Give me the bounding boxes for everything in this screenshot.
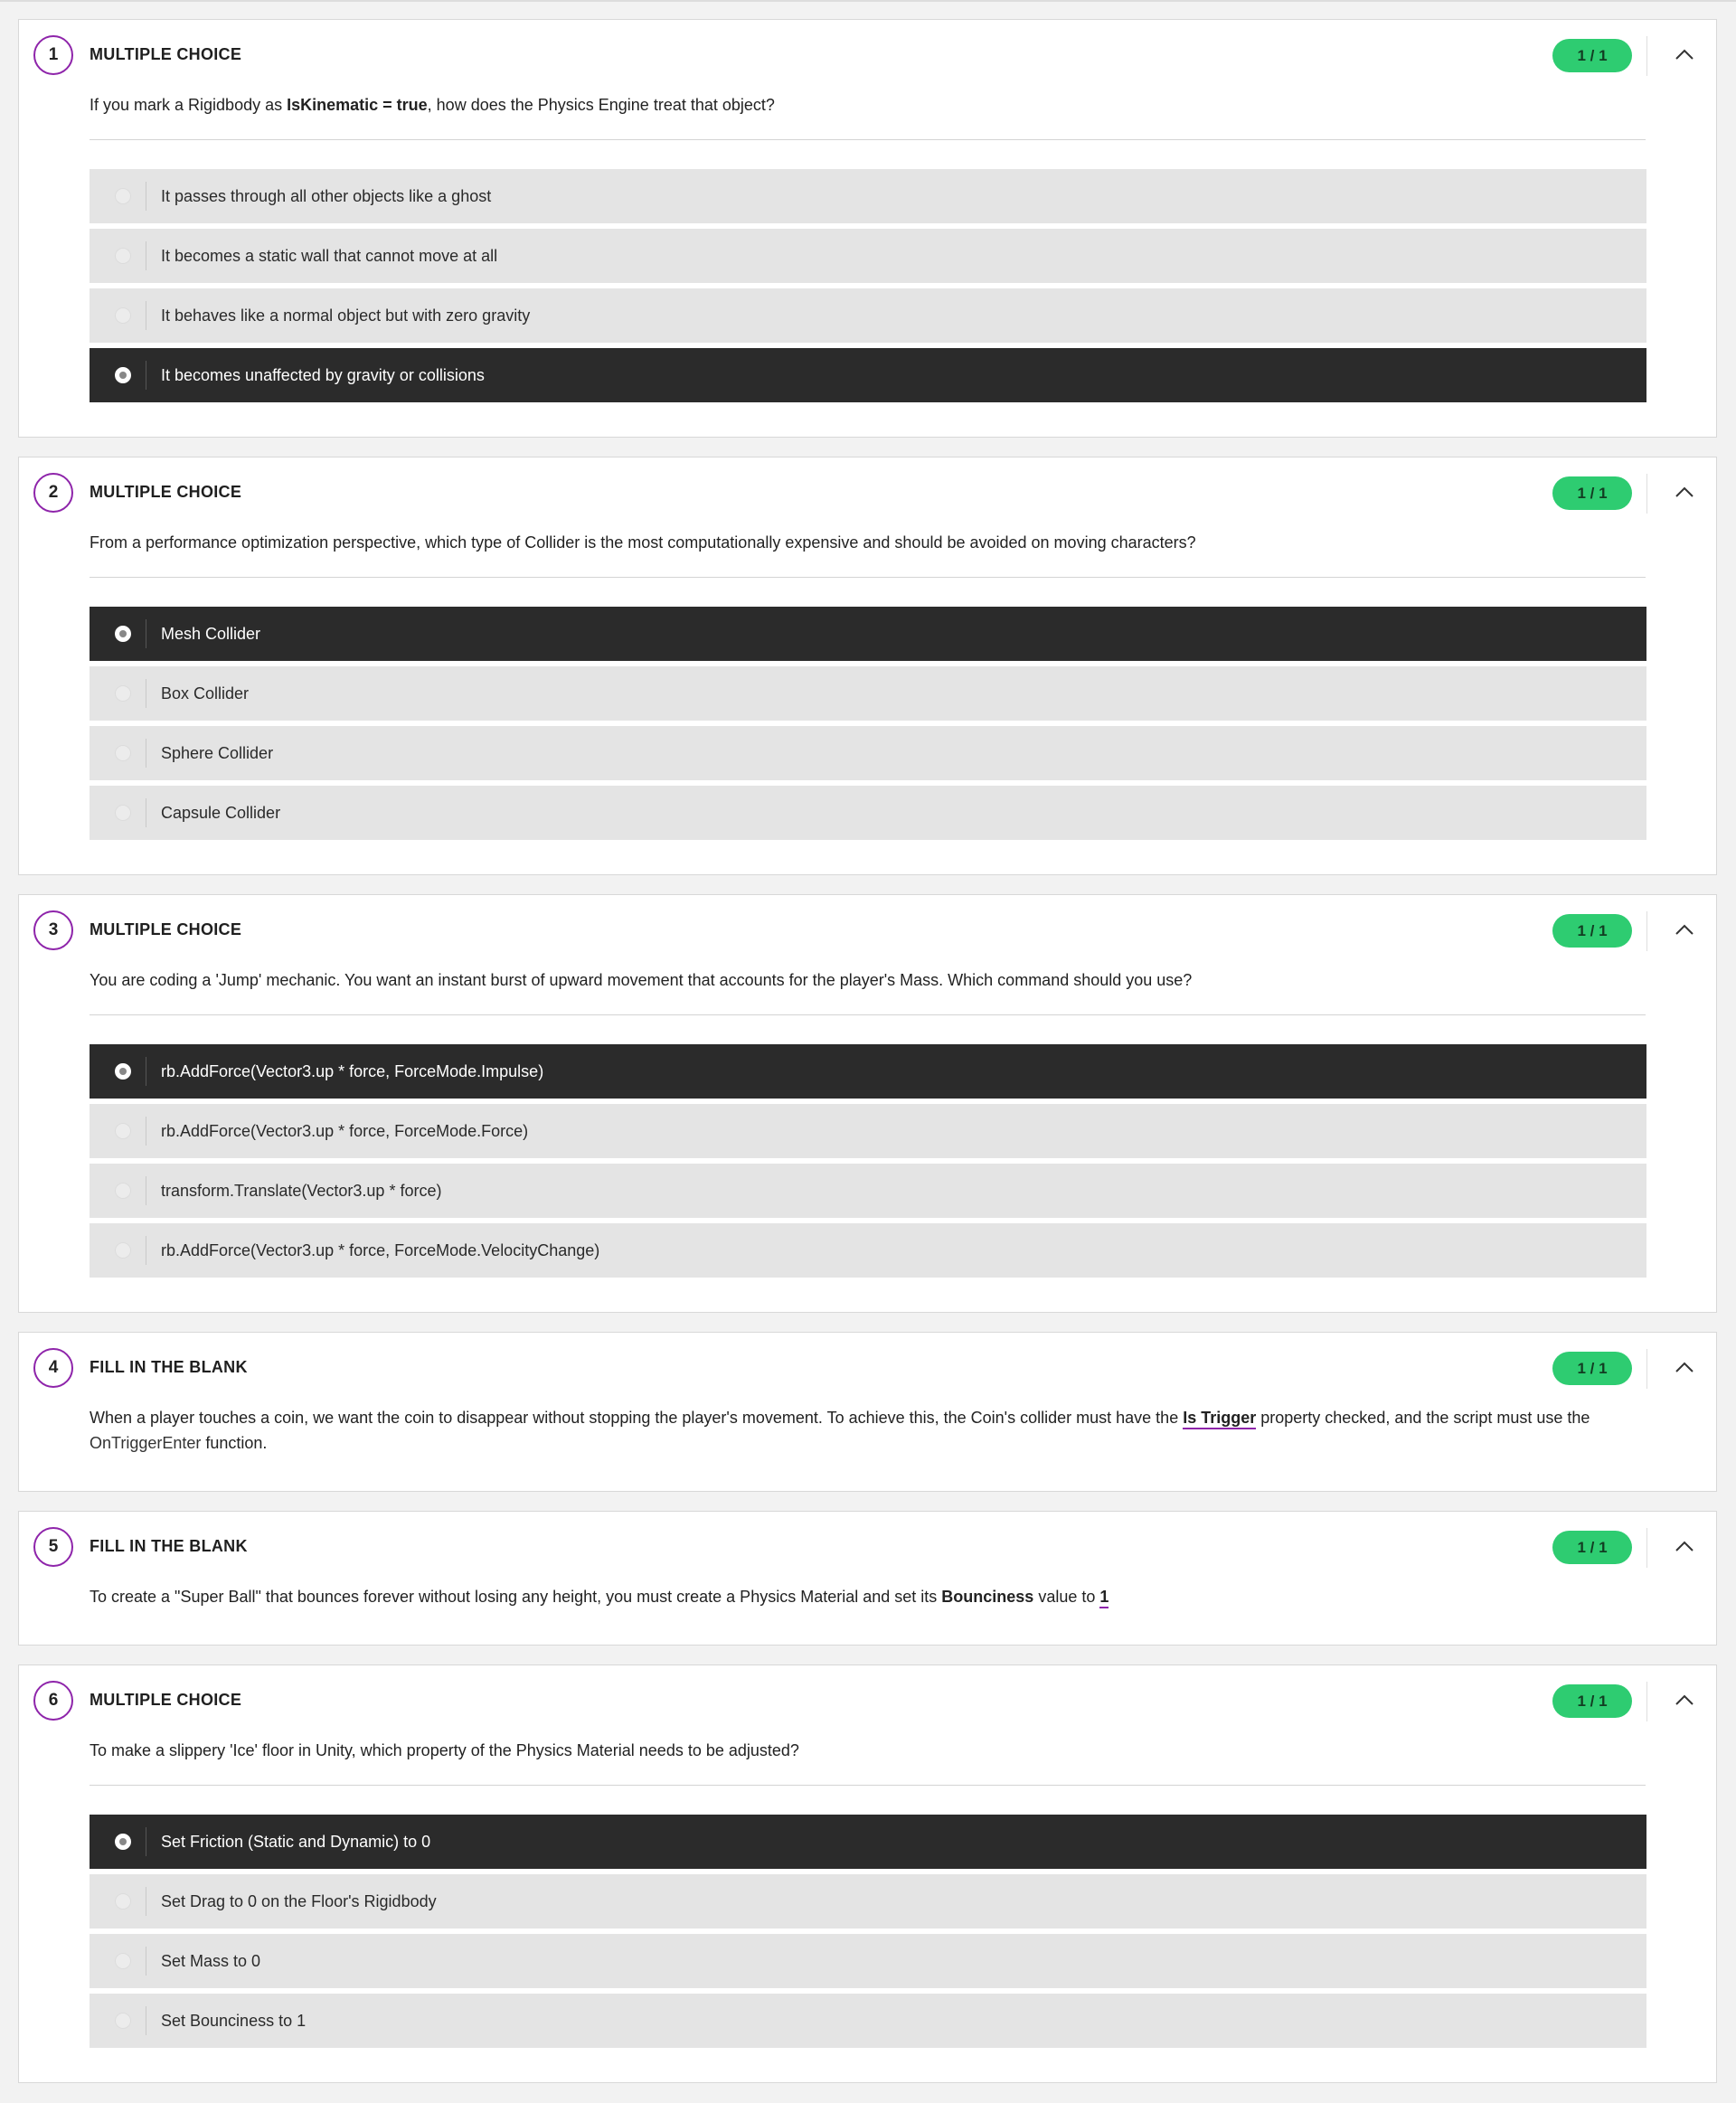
question-type: MULTIPLE CHOICE: [90, 920, 242, 938]
answer-option-label: Set Mass to 0: [161, 1952, 261, 1970]
answer-option[interactable]: [90, 1994, 1646, 2048]
header-divider: [1646, 1349, 1647, 1389]
radio-button[interactable]: [115, 1834, 131, 1850]
answer-option-label: Set Bounciness to 1: [161, 2012, 307, 2030]
header-divider: [1646, 474, 1647, 514]
question-type: MULTIPLE CHOICE: [90, 1691, 242, 1709]
question-text-part: value to: [1033, 1588, 1100, 1606]
question-number: 3: [33, 910, 73, 950]
answer-option[interactable]: [90, 1164, 1646, 1218]
radio-button[interactable]: [115, 685, 131, 702]
question-number: 2: [33, 473, 73, 513]
chevron-up-icon: [1675, 486, 1694, 503]
answer-options: [90, 607, 1646, 845]
chevron-up-icon: [1675, 923, 1694, 940]
collapse-button[interactable]: [1670, 1533, 1699, 1562]
answer-option-label: It becomes unaffected by gravity or collisions: [161, 366, 485, 384]
radio-button[interactable]: [115, 626, 131, 642]
question-card: [18, 457, 1717, 875]
answer-option[interactable]: [90, 1874, 1646, 1929]
radio-button[interactable]: [115, 367, 131, 383]
question-number: 1: [33, 35, 73, 75]
answer-option[interactable]: [90, 666, 1646, 721]
answer-option-label: rb.AddForce(Vector3.up * force, ForceMode.Force): [161, 1122, 529, 1140]
answer-option-label: rb.AddForce(Vector3.up * force, ForceMode.VelocityChange): [161, 1241, 600, 1259]
radio-button[interactable]: [115, 188, 131, 204]
question-text: [90, 1584, 1645, 1609]
answer-option-selected[interactable]: [90, 1044, 1646, 1099]
question-text-part: When a player touches a coin, we want the coin to disappear without stopping the player's movement. To achieve this, the Coin's collider must have the: [90, 1409, 1184, 1427]
radio-button[interactable]: [115, 805, 131, 821]
answer-option[interactable]: [90, 1934, 1646, 1988]
radio-button[interactable]: [115, 307, 131, 324]
score-badge: 1 / 1: [1552, 1684, 1632, 1718]
answer-option-label: Sphere Collider: [161, 744, 274, 762]
answer-option-label: Capsule Collider: [161, 804, 281, 822]
chevron-up-icon: [1675, 48, 1694, 65]
radio-button[interactable]: [115, 1063, 131, 1080]
answer-option-label: Mesh Collider: [161, 625, 261, 643]
question-card: [18, 894, 1717, 1313]
radio-button[interactable]: [115, 1242, 131, 1259]
question-text-part: If you mark a Rigidbody as: [90, 96, 288, 114]
chevron-up-icon: [1675, 1540, 1694, 1557]
answer-option[interactable]: [90, 229, 1646, 283]
answer-blank: Is Trigger: [1183, 1409, 1256, 1429]
question-text-part: To create a "Super Ball" that bounces forever without losing any height, you must create a Physics Material and set its: [90, 1588, 942, 1606]
question-number: 6: [33, 1681, 73, 1721]
question-text-part: function.: [201, 1434, 268, 1452]
question-card: [18, 1511, 1717, 1646]
question-text: [90, 530, 1645, 555]
answer-option-label: It passes through all other objects like a ghost: [161, 187, 492, 205]
answer-option-label: It becomes a static wall that cannot move at all: [161, 247, 498, 265]
answer-option[interactable]: [90, 169, 1646, 223]
question-divider: [90, 1014, 1646, 1015]
header-divider: [1646, 1528, 1647, 1568]
collapse-button[interactable]: [1670, 42, 1699, 71]
answer-blank: 1: [1099, 1588, 1109, 1608]
question-list: [18, 19, 1717, 2102]
answer-option[interactable]: [90, 786, 1646, 840]
answer-option-label: transform.Translate(Vector3.up * force): [161, 1182, 442, 1200]
answer-options: [90, 169, 1646, 408]
radio-button[interactable]: [115, 745, 131, 761]
question-text: [90, 1405, 1645, 1456]
score-badge: 1 / 1: [1552, 39, 1632, 72]
question-type: FILL IN THE BLANK: [90, 1537, 248, 1555]
question-card: [18, 1664, 1717, 2083]
collapse-button[interactable]: [1670, 1354, 1699, 1383]
question-text-part: To make a slippery 'Ice' floor in Unity, which property of the Physics Material needs to be adjusted?: [90, 1741, 799, 1759]
collapse-button[interactable]: [1670, 917, 1699, 946]
answer-option-label: It behaves like a normal object but with zero gravity: [161, 306, 531, 325]
chevron-up-icon: [1675, 1693, 1694, 1711]
answer-option[interactable]: [90, 1104, 1646, 1158]
question-number: 4: [33, 1348, 73, 1388]
answer-option-selected[interactable]: [90, 348, 1646, 402]
question-card: [18, 19, 1717, 438]
answer-option-label: Set Drag to 0 on the Floor's Rigidbody: [161, 1892, 437, 1910]
question-text-part: From a performance optimization perspective, which type of Collider is the most computationally expensive and should be avoided on moving characters?: [90, 533, 1196, 552]
answer-options: [90, 1815, 1646, 2053]
radio-button[interactable]: [115, 2013, 131, 2029]
question-text-part: property checked, and the script must use the: [1256, 1409, 1590, 1427]
radio-button[interactable]: [115, 1183, 131, 1199]
collapse-button[interactable]: [1670, 1687, 1699, 1716]
answer-options: [90, 1044, 1646, 1283]
question-text: [90, 92, 1645, 118]
score-badge: 1 / 1: [1552, 1352, 1632, 1385]
answer-option-selected[interactable]: [90, 1815, 1646, 1869]
emphasis-text: IsKinematic = true: [287, 96, 428, 114]
question-type: MULTIPLE CHOICE: [90, 45, 242, 63]
question-text-part: You are coding a 'Jump' mechanic. You want an instant burst of upward movement that accounts for the player's Mass. Which command should you use?: [90, 971, 1193, 989]
question-type: FILL IN THE BLANK: [90, 1358, 248, 1376]
radio-button[interactable]: [115, 248, 131, 264]
radio-button[interactable]: [115, 1123, 131, 1139]
question-divider: [90, 1785, 1646, 1786]
answer-option[interactable]: [90, 726, 1646, 780]
score-badge: 1 / 1: [1552, 476, 1632, 510]
collapse-button[interactable]: [1670, 479, 1699, 508]
header-divider: [1646, 1682, 1647, 1721]
chevron-up-icon: [1675, 1361, 1694, 1378]
header-divider: [1646, 911, 1647, 951]
emphasis-text: Bounciness: [941, 1588, 1034, 1606]
question-divider: [90, 577, 1646, 578]
answer-option-label: Set Friction (Static and Dynamic) to 0: [161, 1833, 431, 1851]
radio-button[interactable]: [115, 1893, 131, 1910]
answer-option[interactable]: [90, 1223, 1646, 1278]
radio-button[interactable]: [115, 1953, 131, 1969]
question-text-part: , how does the Physics Engine treat that object?: [427, 96, 775, 114]
question-text: [90, 1738, 1645, 1763]
answer-option[interactable]: [90, 288, 1646, 343]
question-text: [90, 967, 1645, 993]
question-divider: [90, 139, 1646, 140]
score-badge: 1 / 1: [1552, 1531, 1632, 1564]
question-text-part: OnTriggerEnter: [90, 1434, 202, 1452]
answer-option-selected[interactable]: [90, 607, 1646, 661]
answer-option-label: Box Collider: [161, 684, 250, 703]
header-divider: [1646, 36, 1647, 76]
answer-option-label: rb.AddForce(Vector3.up * force, ForceMode.Impulse): [161, 1062, 544, 1080]
question-card: [18, 1332, 1717, 1492]
question-number: 5: [33, 1527, 73, 1567]
question-type: MULTIPLE CHOICE: [90, 483, 242, 501]
score-badge: 1 / 1: [1552, 914, 1632, 948]
top-divider: [0, 0, 1736, 2]
